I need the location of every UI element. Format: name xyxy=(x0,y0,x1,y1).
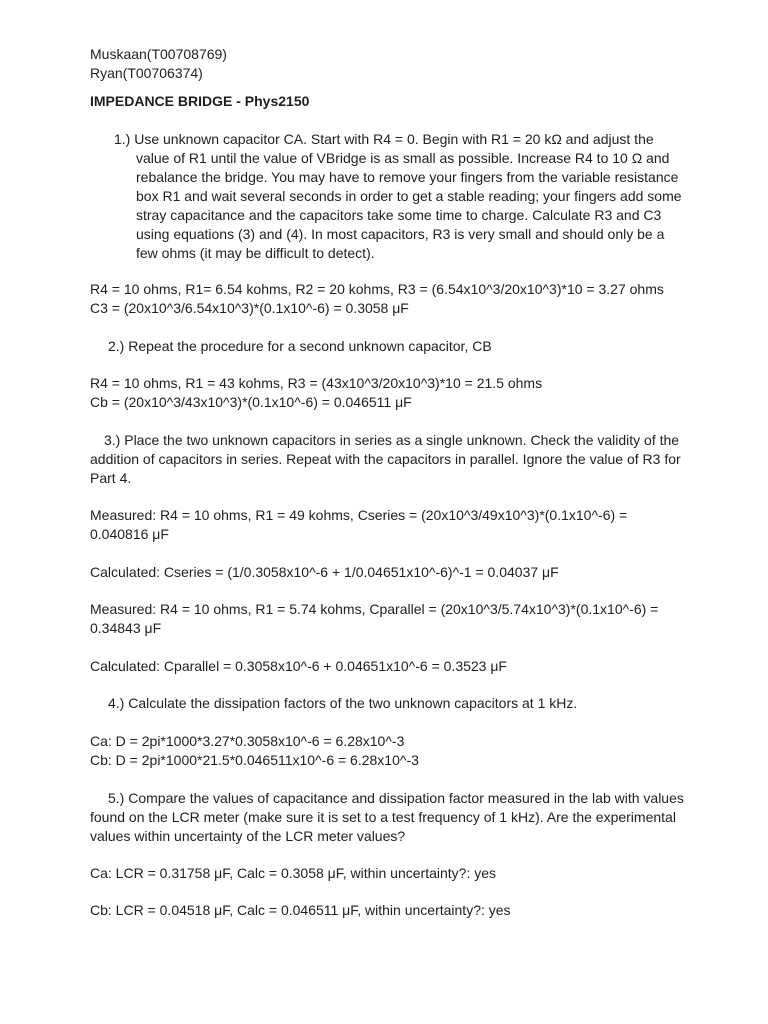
answer-5b xyxy=(90,901,690,920)
q4-answer-line-2: Cb: D = 2pi*1000*21.5*0.046511x10^-6 = 6.28x10^-3 xyxy=(90,752,419,768)
answer-1 xyxy=(90,280,690,318)
q1-answer-line-2: C3 = (20x10^3/6.54x10^3)*(0.1x10^-6) = 0.3058 μF xyxy=(90,300,409,316)
q3-line-3: Part 4. xyxy=(90,470,132,486)
q1-line-3: rebalance the bridge. You may have to remove your fingers from the variable resistance xyxy=(136,169,679,185)
measured-series-line-2: 0.040816 μF xyxy=(90,526,169,542)
measured-parallel-line-2: 0.34843 μF xyxy=(90,620,162,636)
measured-series xyxy=(90,506,690,544)
author-1: Muskaan(T00708769) xyxy=(90,46,227,62)
q5-line-1: 5.) Compare the values of capacitance and dissipation factor measured in the lab with values xyxy=(108,790,684,806)
author-block xyxy=(90,45,690,83)
q1-line-2: value of R1 until the value of VBridge is as small as possible. Increase R4 to 10 Ω and xyxy=(136,150,670,166)
q4-prompt: 4.) Calculate the dissipation factors of the two unknown capacitors at 1 kHz. xyxy=(108,695,578,711)
q1-answer-line-1: R4 = 10 ohms, R1= 6.54 kohms, R2 = 20 kohms, R3 = (6.54x10^3/20x10^3)*10 = 3.27 ohms xyxy=(90,281,664,297)
question-1 xyxy=(90,130,690,263)
question-3 xyxy=(90,431,690,488)
q2-answer-line-1: R4 = 10 ohms, R1 = 43 kohms, R3 = (43x10^3/20x10^3)*10 = 21.5 ohms xyxy=(90,375,543,391)
answer-4 xyxy=(90,732,690,770)
q1-line-1: 1.) Use unknown capacitor CA. Start with R4 = 0. Begin with R1 = 20 kΩ and adjust the xyxy=(114,131,654,147)
calculated-parallel-line: Calculated: Cparallel = 0.3058x10^-6 + 0.04651x10^-6 = 0.3523 μF xyxy=(90,658,507,674)
q5-answer-b: Cb: LCR = 0.04518 μF, Calc = 0.046511 μF, within uncertainty?: yes xyxy=(90,902,511,918)
measured-parallel xyxy=(90,600,690,638)
question-5 xyxy=(90,789,690,846)
document-title: IMPEDANCE BRIDGE - Phys2150 xyxy=(90,93,310,109)
author-2: Ryan(T00706374) xyxy=(90,65,203,81)
measured-parallel-line-1: Measured: R4 = 10 ohms, R1 = 5.74 kohms, Cparallel = (20x10^3/5.74x10^3)*(0.1x10^-6) = xyxy=(90,601,659,617)
q1-line-5: stray capacitance and the capacitors take some time to charge. Calculate R3 and C3 xyxy=(136,207,662,223)
q2-prompt: 2.) Repeat the procedure for a second unknown capacitor, CB xyxy=(108,338,492,354)
measured-series-line-1: Measured: R4 = 10 ohms, R1 = 49 kohms, Cseries = (20x10^3/49x10^3)*(0.1x10^-6) = xyxy=(90,507,628,523)
question-2 xyxy=(90,337,690,356)
q1-line-7: few ohms (it may be difficult to detect). xyxy=(136,245,375,261)
answer-5a xyxy=(90,864,690,883)
q4-answer-line-1: Ca: D = 2pi*1000*3.27*0.3058x10^-6 = 6.28x10^-3 xyxy=(90,733,405,749)
q1-line-6: using equations (3) and (4). In most capacitors, R3 is very small and should only be a xyxy=(136,226,665,242)
calculated-series xyxy=(90,563,690,582)
q3-line-2: addition of capacitors in series. Repeat with the capacitors in parallel. Ignore the value of R3 for xyxy=(90,451,681,467)
q3-line-1: 3.) Place the two unknown capacitors in series as a single unknown. Check the validity of the xyxy=(104,432,680,448)
q5-answer-a: Ca: LCR = 0.31758 μF, Calc = 0.3058 μF, within uncertainty?: yes xyxy=(90,865,497,881)
calculated-parallel xyxy=(90,657,690,676)
q2-answer-line-2: Cb = (20x10^3/43x10^3)*(0.1x10^-6) = 0.046511 μF xyxy=(90,394,412,410)
q1-line-4: box R1 and wait several seconds in order to get a stable reading; your fingers add some xyxy=(136,188,682,204)
q5-line-2: found on the LCR meter (make sure it is set to a test frequency of 1 kHz). Are the experimental xyxy=(90,809,676,825)
title-block xyxy=(90,92,690,111)
q5-line-3: values within uncertainty of the LCR meter values? xyxy=(90,828,406,844)
answer-2 xyxy=(90,374,690,412)
calculated-series-line: Calculated: Cseries = (1/0.3058x10^-6 + 1/0.04651x10^-6)^-1 = 0.04037 μF xyxy=(90,564,559,580)
question-4 xyxy=(90,694,690,713)
